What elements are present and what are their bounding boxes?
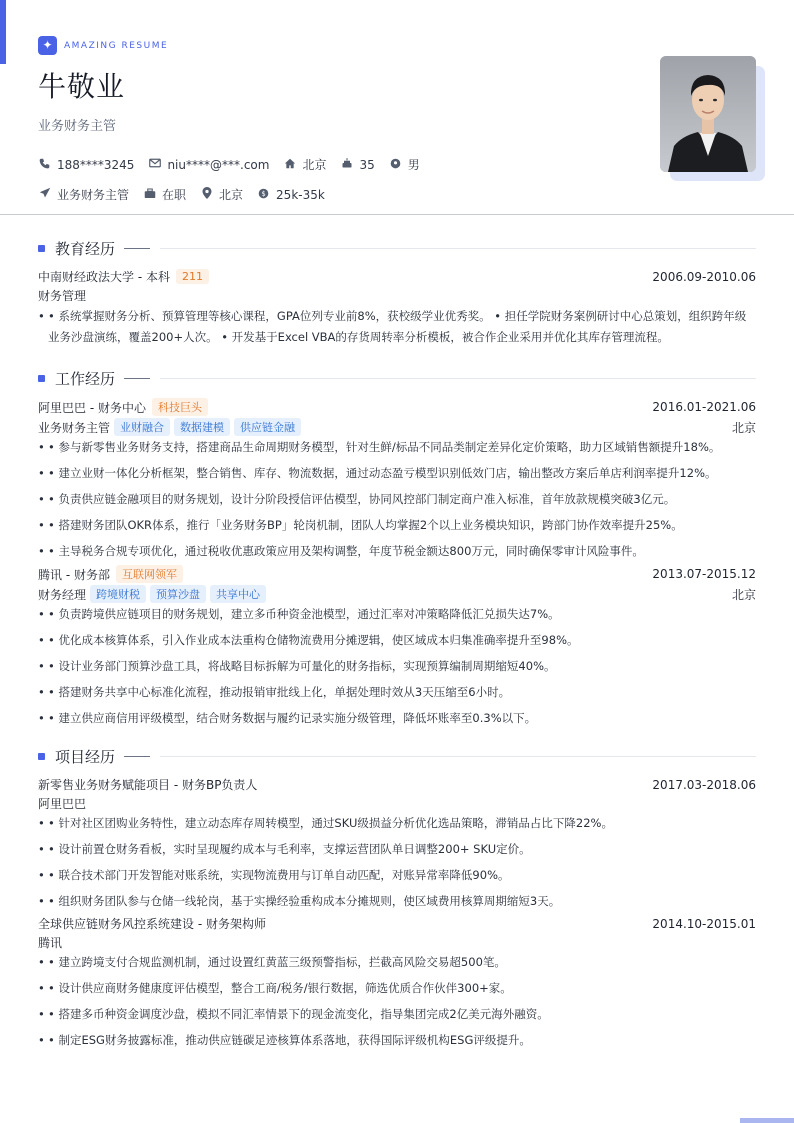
bullet-item: • • 负责供应链金融项目的财务规划，设计分阶段授信评估模型，协同风控部门制定商户准入标准，首年放款规模突破3亿元。: [38, 491, 756, 507]
project-entry: [38, 776, 756, 909]
bullet-item: • • 搭建财务团队OKR体系，推行「业务财务BP」轮岗机制，团队人均掌握2个以上业务模块知识，跨部门协作效率提升25%。: [38, 517, 756, 533]
work-city: 北京: [731, 587, 756, 602]
section-dash: [124, 248, 150, 249]
project-entry: [38, 915, 756, 1048]
role: 财务经理: [38, 587, 87, 602]
education-entry-head: [38, 268, 756, 285]
bullet-item: • • 主导税务合规专项优化，通过税收优惠政策应用及架构调整，年度节税金额达800万元，同时确保零审计风险事件。: [38, 543, 756, 559]
contact-info-row: [38, 156, 638, 173]
project-org-row: [38, 934, 756, 951]
project-name: 新零售业务财务赋能项目 - 财务BP负责人: [38, 778, 258, 792]
project-org: 阿里巴巴: [38, 797, 87, 811]
phone-info: [38, 158, 134, 172]
skill-tag: 共享中心: [210, 585, 266, 603]
candidate-name: 牛敬业: [38, 70, 126, 103]
bullet-item: • • 优化成本核算体系，引入作业成本法重构仓储物流费用分摊逻辑，使区域成本归集准确率提升至98%。: [38, 632, 756, 648]
section-dash: [124, 378, 150, 379]
candidate-title: 业务财务主管: [38, 119, 117, 134]
school-tag: 211: [176, 269, 209, 284]
project-org-row: [38, 795, 756, 812]
bullet-item: • • 参与新零售业务财务支持，搭建商品生命周期财务模型，针对生鲜/标品不同品类制定差异化定价策略，助力区域销售额提升18%。: [38, 439, 756, 455]
section-line: [160, 756, 756, 757]
status-info: [143, 186, 186, 203]
gender-icon: [389, 158, 402, 172]
work-bullets: [38, 606, 756, 726]
section-dash: [124, 756, 150, 757]
phone-value: 188****3245: [57, 157, 135, 172]
company-tag: 科技巨头: [152, 398, 208, 416]
project-entry-head: [38, 776, 756, 793]
bullet-item: • • 针对社区团购业务特性，建立动态库存周转模型，通过SKU级损益分析优化选品策略，滞销品占比下降22%。: [38, 815, 756, 831]
bullet-item: • • 搭建财务共享中心标准化流程，推动报销审批线上化，单据处理时效从3天压缩至6小时。: [38, 684, 756, 700]
email-value: niu****@***.com: [167, 157, 270, 172]
project-org: 腾讯: [38, 936, 63, 950]
education-major-row: [38, 287, 756, 304]
salary-value: 25k-35k: [276, 187, 325, 202]
briefcase-icon: [143, 188, 156, 202]
location-value: 北京: [302, 158, 327, 172]
work-city: 北京: [731, 420, 756, 435]
bullet-item: • • 建立供应商信用评级模型，结合财务数据与履约记录实施分级管理，降低坏账率至0.3%以下。: [38, 710, 756, 726]
work-date: 2016.01-2021.06: [652, 400, 756, 414]
bullet-item: • • 设计前置仓财务看板，实时呈现履约成本与毛利率，支撑运营团队单日调整200+ SKU定价。: [38, 841, 756, 857]
target-city-info: [200, 186, 243, 203]
work-entry: [38, 398, 756, 559]
resume-header: [38, 36, 638, 203]
age-value: 35: [359, 157, 375, 172]
bullet-item: • • 设计供应商财务健康度评估模型，整合工商/税务/银行数据，筛选优质合作伙伴300+家。: [38, 980, 756, 996]
resume-body: [38, 220, 756, 1048]
bottom-accent-bar: [740, 1118, 794, 1123]
education-date: 2006.09-2010.06: [652, 269, 756, 284]
cake-icon: [340, 157, 353, 172]
job-info-row: [38, 186, 638, 203]
work-date: 2013.07-2015.12: [652, 567, 756, 581]
bullet-item: • • 建立业财一体化分析框架，整合销售、库存、物流数据，通过动态盈亏模型识别低效门店，输出整改方案后单店利润率提升12%。: [38, 465, 756, 481]
work-role-row: [38, 585, 756, 603]
company-name: 腾讯 - 财务部: [38, 567, 110, 582]
accent-bar: [0, 0, 6, 64]
role: 业务财务主管: [38, 420, 111, 435]
education-description: • • 系统掌握财务分析、预算管理等核心课程，GPA位列专业前8%，获校级学业优秀奖。 • 担任学院财务案例研讨中心总策划，组织跨年级业务沙盘演练，覆盖200+人次。 • 开发基于Excel VBA的存货周转率分析模板，被合作企业采用并优化其库存管理流程。: [38, 306, 756, 348]
bullet-item: • • 设计业务部门预算沙盘工具，将战略目标拆解为可量化的财务指标，实现预算编制周期缩短40%。: [38, 658, 756, 674]
salary-info: [257, 188, 325, 202]
home-icon: [283, 158, 296, 172]
bullet-item: • • 建立跨境支付合规监测机制，通过设置红黄蓝三级预警指标，拦截高风险交易超500笔。: [38, 954, 756, 970]
skill-tag: 跨境财税: [90, 585, 146, 603]
work-role-row: [38, 418, 756, 436]
profile-photo: [660, 56, 756, 172]
email-info: [148, 158, 269, 172]
brand: [38, 36, 638, 55]
section-marker: [38, 753, 45, 760]
skill-tag: 预算沙盘: [150, 585, 206, 603]
target-position-info: [38, 186, 129, 203]
send-icon: [38, 187, 51, 202]
company-name: 阿里巴巴 - 财务中心: [38, 400, 146, 415]
bullet-item: • • 搭建多币种资金调度沙盘，模拟不同汇率情景下的现金流变化，指导集团完成2亿美元海外融资。: [38, 1006, 756, 1022]
section-line: [160, 248, 756, 249]
location-info: [283, 156, 326, 173]
work-entry-head: [38, 565, 756, 583]
brand-text: AMAZING RESUME: [64, 40, 169, 51]
header-divider: [0, 214, 794, 215]
project-entry-head: [38, 915, 756, 932]
sparkle-icon: ✦: [38, 36, 57, 55]
projects-section-title: [38, 746, 756, 767]
section-marker: [38, 375, 45, 382]
skill-tag: 数据建模: [174, 418, 230, 436]
phone-icon: [38, 158, 51, 172]
project-date: 2017.03-2018.06: [652, 777, 756, 792]
svg-text:$: $: [261, 189, 266, 198]
major: 财务管理: [38, 289, 87, 303]
work-bullets: [38, 439, 756, 559]
skill-tag: 供应链金融: [234, 418, 301, 436]
bullet-item: • • 负责跨境供应链项目的财务规划，建立多币种资金池模型，通过汇率对冲策略降低汇兑损失达7%。: [38, 606, 756, 622]
bullet-item: • • 组织财务团队参与仓储一线轮岗，基于实操经验重构成本分摊规则，使区域费用核算周期缩短3天。: [38, 893, 756, 909]
status-value: 在职: [162, 188, 187, 202]
gender-value: 男: [407, 158, 420, 172]
project-date: 2014.10-2015.01: [652, 916, 756, 931]
project-bullets: [38, 954, 756, 1048]
target-position-value: 业务财务主管: [57, 188, 130, 202]
money-icon: [257, 188, 270, 202]
age-info: [340, 157, 374, 172]
work-entry: [38, 565, 756, 726]
project-bullets: [38, 815, 756, 909]
section-title-text: 项目经历: [55, 748, 116, 766]
project-name: 全球供应链财务风控系统建设 - 财务架构师: [38, 917, 266, 931]
location-pin-icon: [200, 187, 213, 202]
section-title-text: 教育经历: [55, 240, 116, 258]
skill-tag: 业财融合: [114, 418, 170, 436]
company-tag: 互联网领军: [116, 565, 183, 583]
work-entry-head: [38, 398, 756, 416]
section-marker: [38, 245, 45, 252]
school-name: 中南财经政法大学 - 本科: [38, 270, 170, 284]
work-section-title: [38, 368, 756, 389]
section-title-text: 工作经历: [55, 370, 116, 388]
gender-info: [389, 156, 420, 173]
bullet-item: • • 联合技术部门开发智能对账系统，实现物流费用与订单自动匹配，对账异常率降低90%。: [38, 867, 756, 883]
target-city-value: 北京: [219, 188, 244, 202]
section-line: [160, 378, 756, 379]
bullet-item: • • 制定ESG财务披露标准，推动供应链碳足迹核算体系落地，获得国际评级机构ESG评级提升。: [38, 1032, 756, 1048]
education-section-title: [38, 238, 756, 259]
mail-icon: [148, 158, 161, 171]
